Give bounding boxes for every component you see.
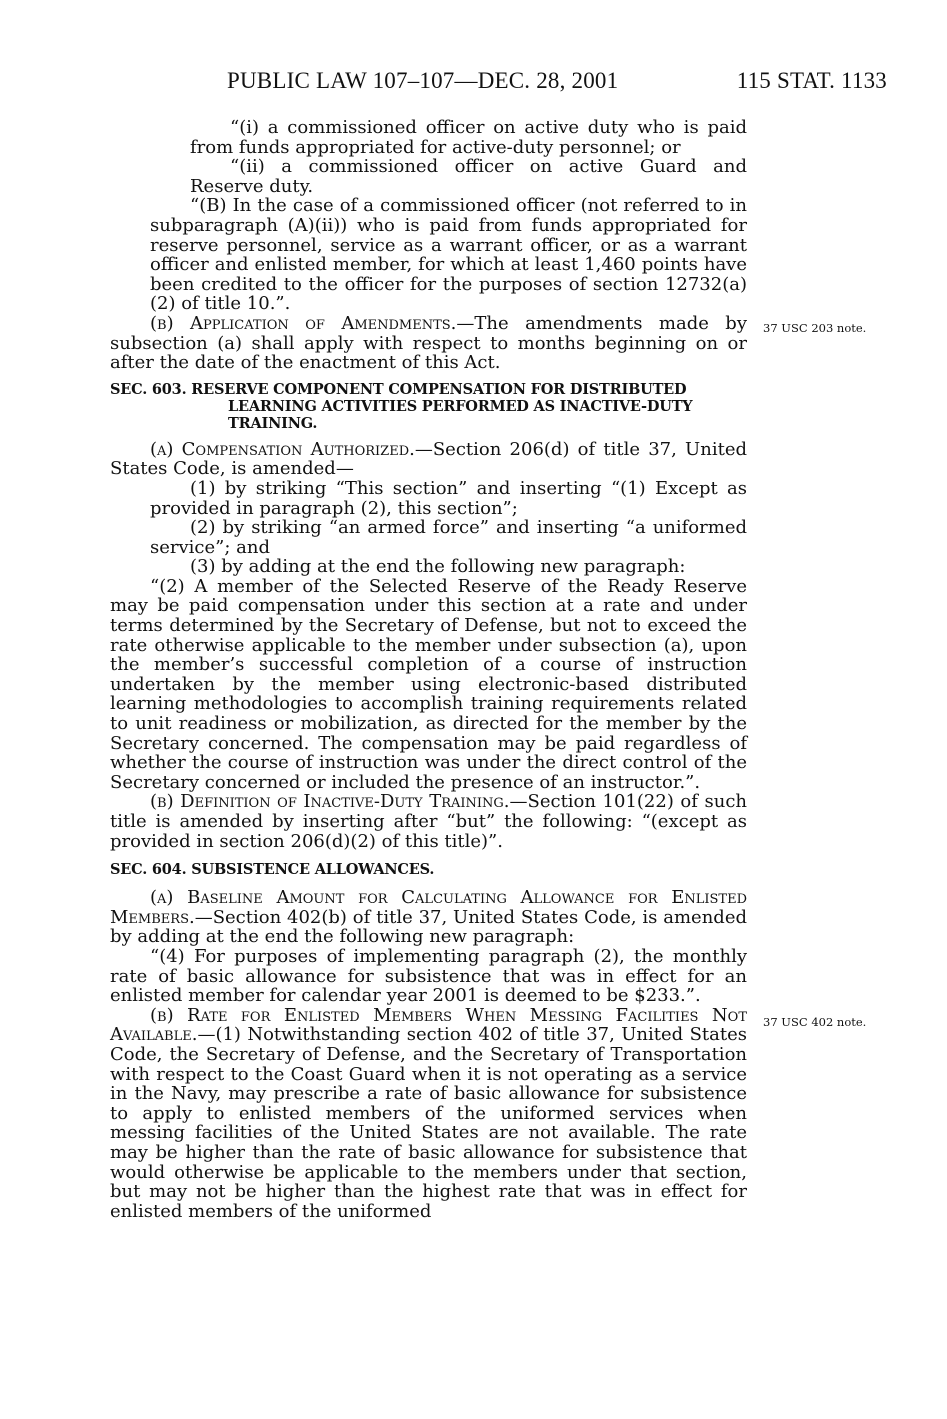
paragraph-new-2: “(2) A member of the Selected Reserve of the Ready Reserve may be paid compensation under this section at a rate and under terms determined by the Secretary of Defense, but not to exceed the rate otherwise applicable to the member under subsection (a), upon the member’s successful completion of a course of instruction undertaken by the member using electronic-based distributed learning methodologies to accomplish training requirements related to unit readiness or mobilization, as directed for the member by the Secretary concerned. The compensation may be paid regardless of whether the course of instruction was under the direct control of the Secretary concerned or included the presence of an instructor.”. bbox=[110, 575, 747, 793]
paragraph-b-subparagraph: “(B) In the case of a commissioned officer (not referred to in subparagraph (A)(ii)) who is paid from funds appropriated for reserve personnel, service as a warrant officer, or as a warrant officer and enlisted member, for which at least 1,460 points have been credited to the officer for the purposes of section 12732(a)(2) of title 10.”. bbox=[150, 195, 747, 315]
paragraph-label: (a) Baseline Amount for Calculating Allowance for Enlisted Members. bbox=[110, 887, 747, 928]
paragraph-compensation-authorized bbox=[110, 440, 747, 479]
document-body bbox=[110, 118, 747, 1221]
section-603-heading: SEC. 603. RESERVE COMPONENT COMPENSATION FOR DISTRIBUTED LEARNING ACTIVITIES PERFORMED AS INACTIVE-DUTY TRAINING. bbox=[110, 380, 693, 432]
paragraph-definition-inactive-duty bbox=[110, 792, 747, 851]
paragraph-text: —Section 402(b) of title 37, United States Code, is amended by adding at the end the following new paragraph: bbox=[110, 906, 747, 948]
margin-note-203: 37 USC 203 note. bbox=[763, 321, 867, 335]
margin-note-402: 37 USC 402 note. bbox=[763, 1015, 867, 1029]
paragraph-label: (b) Rate for Enlisted Members When Messing Facilities Not Available. bbox=[110, 1004, 747, 1046]
page-header bbox=[227, 68, 887, 98]
paragraph-label: (b) Definition of Inactive-Duty Training. bbox=[150, 791, 510, 813]
paragraph-baseline-amount bbox=[110, 888, 747, 947]
paragraph-label: (a) Compensation Authorized. bbox=[150, 438, 415, 460]
paragraph-rate-enlisted-members bbox=[110, 1006, 747, 1222]
paragraph-label: (b) Application of Amendments. bbox=[150, 312, 457, 334]
paragraph-3: (3) by adding at the end the following new paragraph: bbox=[190, 556, 686, 578]
paragraph-text: —Section 101(22) of such title is amended by inserting after “but” the following: “(except as provided in section 206(d)(2) of this title)”. bbox=[110, 791, 747, 852]
paragraph-new-4: “(4) For purposes of implementing paragraph (2), the monthly rate of basic allowance for subsistence that was in effect for an enlisted member for calendar year 2001 is deemed to be $233.”. bbox=[110, 945, 747, 1007]
paragraph-2: (2) by striking “an armed force” and inserting “a uniformed service”; and bbox=[150, 517, 747, 558]
paragraph-ii: “(ii) a commissioned officer on active Guard and Reserve duty. bbox=[190, 156, 747, 197]
section-604-heading: SEC. 604. SUBSISTENCE ALLOWANCES. bbox=[110, 861, 435, 879]
paragraph-1: (1) by striking “This section” and inserting “(1) Except as provided in paragraph (2), this section”; bbox=[150, 477, 747, 519]
statute-page-number: 115 STAT. 1133 bbox=[736, 68, 887, 93]
paragraph-i: “(i) a commissioned officer on active duty who is paid from funds appropriated for active-duty personnel; or bbox=[190, 117, 747, 158]
paragraph-application-of-amendments bbox=[110, 314, 747, 373]
paragraph-text: —The amendments made by subsection (a) shall apply with respect to months beginning on or after the date of the enactment of this Act. bbox=[110, 312, 747, 374]
paragraph-text: —Section 206(d) of title 37, United States Code, is amended— bbox=[110, 438, 747, 480]
paragraph-text: —(1) Notwithstanding section 402 of title 37, United States Code, the Secretary of Defense, and the Secretary of Transportation with respect to the Coast Guard when it is not operating as a service in the Navy, may prescribe a rate of basic allowance for subsistence to apply to enlisted members of the uniformed services when messing facilities of the United States are not available. The rate may be higher than the rate of basic allowance for subsistence that would otherwise be applicable to the members under that section, but may not be higher than the highest rate that was in effect for enlisted members of the uniformed bbox=[110, 1024, 747, 1222]
public-law-citation: PUBLIC LAW 107–107—DEC. 28, 2001 bbox=[227, 68, 619, 93]
